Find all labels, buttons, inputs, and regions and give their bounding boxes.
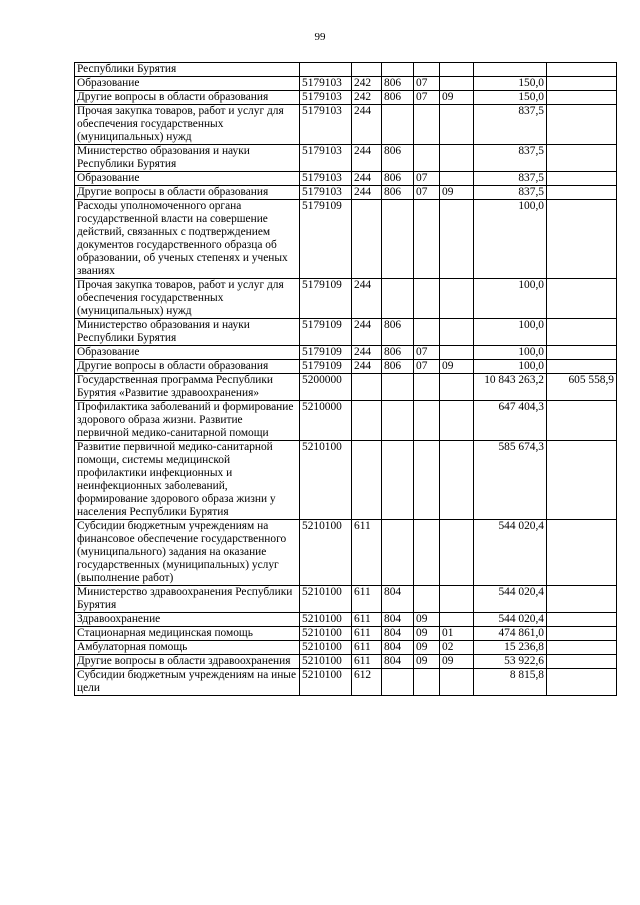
row-description: Стационарная медицинская помощь bbox=[75, 627, 300, 641]
table-row bbox=[75, 186, 617, 200]
target-article-code: 5179103 bbox=[300, 91, 352, 105]
subsection-code: 09 bbox=[440, 655, 474, 669]
amount-extra-value bbox=[547, 319, 617, 346]
expense-type-code: 242 bbox=[352, 77, 382, 91]
subsection-code: 09 bbox=[440, 360, 474, 374]
amount-extra-value bbox=[547, 77, 617, 91]
target-article-code: 5210100 bbox=[300, 613, 352, 627]
expense-type-code: 611 bbox=[352, 586, 382, 613]
target-article-code: 5179103 bbox=[300, 172, 352, 186]
expense-type-code: 244 bbox=[352, 279, 382, 319]
ministry-code bbox=[382, 669, 414, 696]
ministry-code: 804 bbox=[382, 641, 414, 655]
table-row bbox=[75, 77, 617, 91]
target-article-code: 5179109 bbox=[300, 319, 352, 346]
ministry-code bbox=[382, 200, 414, 279]
target-article-code: 5200000 bbox=[300, 374, 352, 401]
amount-extra-value bbox=[547, 186, 617, 200]
row-description: Прочая закупка товаров, работ и услуг для обеспечения государственных (муниципальных) нужд bbox=[75, 105, 300, 145]
section-code: 07 bbox=[414, 346, 440, 360]
ministry-code bbox=[382, 279, 414, 319]
subsection-code bbox=[440, 279, 474, 319]
table-row bbox=[75, 613, 617, 627]
expense-type-code: 611 bbox=[352, 627, 382, 641]
subsection-code bbox=[440, 77, 474, 91]
table-row bbox=[75, 172, 617, 186]
table-row bbox=[75, 63, 617, 77]
amount-extra-value bbox=[547, 200, 617, 279]
expense-type-code bbox=[352, 441, 382, 520]
target-article-code: 5210100 bbox=[300, 669, 352, 696]
target-article-code: 5179109 bbox=[300, 279, 352, 319]
amount-extra-value bbox=[547, 613, 617, 627]
expense-type-code: 611 bbox=[352, 613, 382, 627]
ministry-code: 806 bbox=[382, 77, 414, 91]
amount-extra-value bbox=[547, 627, 617, 641]
table-row bbox=[75, 401, 617, 441]
row-description: Образование bbox=[75, 77, 300, 91]
ministry-code: 806 bbox=[382, 319, 414, 346]
section-code: 07 bbox=[414, 172, 440, 186]
subsection-code bbox=[440, 145, 474, 172]
table-row bbox=[75, 360, 617, 374]
row-description: Здравоохранение bbox=[75, 613, 300, 627]
expense-type-code: 612 bbox=[352, 669, 382, 696]
table-row bbox=[75, 520, 617, 586]
row-description: Министерство здравоохранения Республики Бурятия bbox=[75, 586, 300, 613]
amount-extra-value bbox=[547, 91, 617, 105]
amount-value: 150,0 bbox=[474, 77, 547, 91]
expense-type-code: 611 bbox=[352, 641, 382, 655]
expense-type-code: 244 bbox=[352, 346, 382, 360]
section-code bbox=[414, 319, 440, 346]
subsection-code bbox=[440, 669, 474, 696]
row-description: Профилактика заболеваний и формирование здорового образа жизни. Развитие первичной медико-санитарной помощи bbox=[75, 401, 300, 441]
section-code: 07 bbox=[414, 91, 440, 105]
amount-extra-value: 605 558,9 bbox=[547, 374, 617, 401]
ministry-code: 804 bbox=[382, 613, 414, 627]
ministry-code: 804 bbox=[382, 627, 414, 641]
amount-extra-value bbox=[547, 401, 617, 441]
target-article-code: 5179109 bbox=[300, 346, 352, 360]
section-code bbox=[414, 105, 440, 145]
amount-extra-value bbox=[547, 63, 617, 77]
expense-type-code: 244 bbox=[352, 186, 382, 200]
section-code bbox=[414, 520, 440, 586]
section-code bbox=[414, 441, 440, 520]
ministry-code: 806 bbox=[382, 91, 414, 105]
subsection-code: 09 bbox=[440, 186, 474, 200]
section-code: 09 bbox=[414, 627, 440, 641]
subsection-code bbox=[440, 63, 474, 77]
expense-type-code: 244 bbox=[352, 105, 382, 145]
amount-value: 8 815,8 bbox=[474, 669, 547, 696]
section-code bbox=[414, 200, 440, 279]
amount-extra-value bbox=[547, 586, 617, 613]
subsection-code bbox=[440, 374, 474, 401]
amount-value: 150,0 bbox=[474, 91, 547, 105]
ministry-code bbox=[382, 441, 414, 520]
table-row bbox=[75, 641, 617, 655]
row-description: Амбулаторная помощь bbox=[75, 641, 300, 655]
amount-extra-value bbox=[547, 105, 617, 145]
section-code: 07 bbox=[414, 77, 440, 91]
ministry-code: 806 bbox=[382, 360, 414, 374]
expense-type-code: 611 bbox=[352, 520, 382, 586]
table-row bbox=[75, 655, 617, 669]
amount-extra-value bbox=[547, 279, 617, 319]
row-description: Другие вопросы в области образования bbox=[75, 360, 300, 374]
subsection-code bbox=[440, 346, 474, 360]
section-code: 09 bbox=[414, 613, 440, 627]
section-code bbox=[414, 669, 440, 696]
expense-type-code: 244 bbox=[352, 172, 382, 186]
ministry-code: 806 bbox=[382, 346, 414, 360]
section-code bbox=[414, 63, 440, 77]
amount-value: 544 020,4 bbox=[474, 586, 547, 613]
ministry-code: 804 bbox=[382, 655, 414, 669]
subsection-code bbox=[440, 319, 474, 346]
section-code bbox=[414, 586, 440, 613]
target-article-code: 5210100 bbox=[300, 627, 352, 641]
subsection-code bbox=[440, 200, 474, 279]
amount-value: 544 020,4 bbox=[474, 520, 547, 586]
target-article-code: 5179109 bbox=[300, 200, 352, 279]
subsection-code bbox=[440, 520, 474, 586]
amount-value bbox=[474, 63, 547, 77]
section-code: 07 bbox=[414, 186, 440, 200]
ministry-code: 806 bbox=[382, 172, 414, 186]
row-description: Другие вопросы в области образования bbox=[75, 91, 300, 105]
target-article-code: 5179103 bbox=[300, 77, 352, 91]
target-article-code: 5179103 bbox=[300, 105, 352, 145]
amount-extra-value bbox=[547, 360, 617, 374]
target-article-code: 5210000 bbox=[300, 401, 352, 441]
section-code bbox=[414, 145, 440, 172]
row-description: Прочая закупка товаров, работ и услуг для обеспечения государственных (муниципальных) нужд bbox=[75, 279, 300, 319]
table-row bbox=[75, 145, 617, 172]
expense-type-code: 244 bbox=[352, 360, 382, 374]
amount-extra-value bbox=[547, 145, 617, 172]
amount-extra-value bbox=[547, 655, 617, 669]
table-row bbox=[75, 105, 617, 145]
amount-value: 837,5 bbox=[474, 105, 547, 145]
ministry-code: 806 bbox=[382, 186, 414, 200]
row-description: Государственная программа Республики Бурятия «Развитие здравоохранения» bbox=[75, 374, 300, 401]
amount-value: 647 404,3 bbox=[474, 401, 547, 441]
subsection-code bbox=[440, 105, 474, 145]
table-row bbox=[75, 669, 617, 696]
page-number: 99 bbox=[314, 31, 326, 43]
table-row bbox=[75, 200, 617, 279]
amount-extra-value bbox=[547, 441, 617, 520]
amount-value: 474 861,0 bbox=[474, 627, 547, 641]
expense-type-code: 244 bbox=[352, 145, 382, 172]
section-code bbox=[414, 279, 440, 319]
target-article-code: 5210100 bbox=[300, 520, 352, 586]
amount-extra-value bbox=[547, 172, 617, 186]
table-row bbox=[75, 346, 617, 360]
table-row bbox=[75, 586, 617, 613]
subsection-code bbox=[440, 586, 474, 613]
ministry-code bbox=[382, 105, 414, 145]
table-row bbox=[75, 441, 617, 520]
subsection-code: 01 bbox=[440, 627, 474, 641]
row-description: Развитие первичной медико-санитарной помощи, системы медицинской профилактики инфекционных и неинфекционных заболеваний, формирование здорового образа жизни у населения Республики Бурятия bbox=[75, 441, 300, 520]
row-description: Субсидии бюджетным учреждениям на финансовое обеспечение государственного (муниципального) задания на оказание государственных (муниципальных) услуг (выполнение работ) bbox=[75, 520, 300, 586]
expense-type-code bbox=[352, 401, 382, 441]
section-code bbox=[414, 374, 440, 401]
target-article-code: 5179103 bbox=[300, 186, 352, 200]
target-article-code: 5179109 bbox=[300, 360, 352, 374]
section-code bbox=[414, 401, 440, 441]
amount-extra-value bbox=[547, 641, 617, 655]
target-article-code: 5179103 bbox=[300, 145, 352, 172]
expense-type-code: 244 bbox=[352, 319, 382, 346]
amount-value: 544 020,4 bbox=[474, 613, 547, 627]
expense-type-code: 242 bbox=[352, 91, 382, 105]
table-row bbox=[75, 374, 617, 401]
row-description: Расходы уполномоченного органа государственной власти на совершение действий, связанных с подтверждением документов государственного образца об образовании, об ученых степенях и ученых званиях bbox=[75, 200, 300, 279]
table-row bbox=[75, 279, 617, 319]
budget-table bbox=[74, 62, 617, 696]
amount-value: 100,0 bbox=[474, 346, 547, 360]
expense-type-code bbox=[352, 63, 382, 77]
expense-type-code bbox=[352, 374, 382, 401]
row-description: Министерство образования и науки Республики Бурятия bbox=[75, 145, 300, 172]
amount-value: 585 674,3 bbox=[474, 441, 547, 520]
subsection-code bbox=[440, 441, 474, 520]
target-article-code: 5210100 bbox=[300, 586, 352, 613]
amount-value: 837,5 bbox=[474, 172, 547, 186]
ministry-code bbox=[382, 401, 414, 441]
amount-extra-value bbox=[547, 520, 617, 586]
ministry-code: 806 bbox=[382, 145, 414, 172]
table-row bbox=[75, 319, 617, 346]
ministry-code bbox=[382, 374, 414, 401]
subsection-code: 09 bbox=[440, 91, 474, 105]
row-description: Другие вопросы в области здравоохранения bbox=[75, 655, 300, 669]
amount-value: 837,5 bbox=[474, 186, 547, 200]
amount-value: 100,0 bbox=[474, 319, 547, 346]
target-article-code: 5210100 bbox=[300, 655, 352, 669]
amount-extra-value bbox=[547, 346, 617, 360]
amount-value: 15 236,8 bbox=[474, 641, 547, 655]
section-code: 09 bbox=[414, 641, 440, 655]
amount-value: 100,0 bbox=[474, 360, 547, 374]
subsection-code bbox=[440, 613, 474, 627]
row-description: Образование bbox=[75, 172, 300, 186]
subsection-code: 02 bbox=[440, 641, 474, 655]
amount-value: 837,5 bbox=[474, 145, 547, 172]
row-description: Другие вопросы в области образования bbox=[75, 186, 300, 200]
row-description: Министерство образования и науки Республики Бурятия bbox=[75, 319, 300, 346]
row-description: Субсидии бюджетным учреждениям на иные цели bbox=[75, 669, 300, 696]
subsection-code bbox=[440, 401, 474, 441]
amount-value: 10 843 263,2 bbox=[474, 374, 547, 401]
target-article-code: 5210100 bbox=[300, 441, 352, 520]
target-article-code bbox=[300, 63, 352, 77]
ministry-code bbox=[382, 63, 414, 77]
expense-type-code bbox=[352, 200, 382, 279]
row-description: Республики Бурятия bbox=[75, 63, 300, 77]
subsection-code bbox=[440, 172, 474, 186]
section-code: 07 bbox=[414, 360, 440, 374]
ministry-code: 804 bbox=[382, 586, 414, 613]
table-row bbox=[75, 627, 617, 641]
amount-value: 53 922,6 bbox=[474, 655, 547, 669]
ministry-code bbox=[382, 520, 414, 586]
row-description: Образование bbox=[75, 346, 300, 360]
target-article-code: 5210100 bbox=[300, 641, 352, 655]
section-code: 09 bbox=[414, 655, 440, 669]
table-body bbox=[75, 63, 617, 696]
table-row bbox=[75, 91, 617, 105]
amount-extra-value bbox=[547, 669, 617, 696]
expense-type-code: 611 bbox=[352, 655, 382, 669]
amount-value: 100,0 bbox=[474, 279, 547, 319]
amount-value: 100,0 bbox=[474, 200, 547, 279]
